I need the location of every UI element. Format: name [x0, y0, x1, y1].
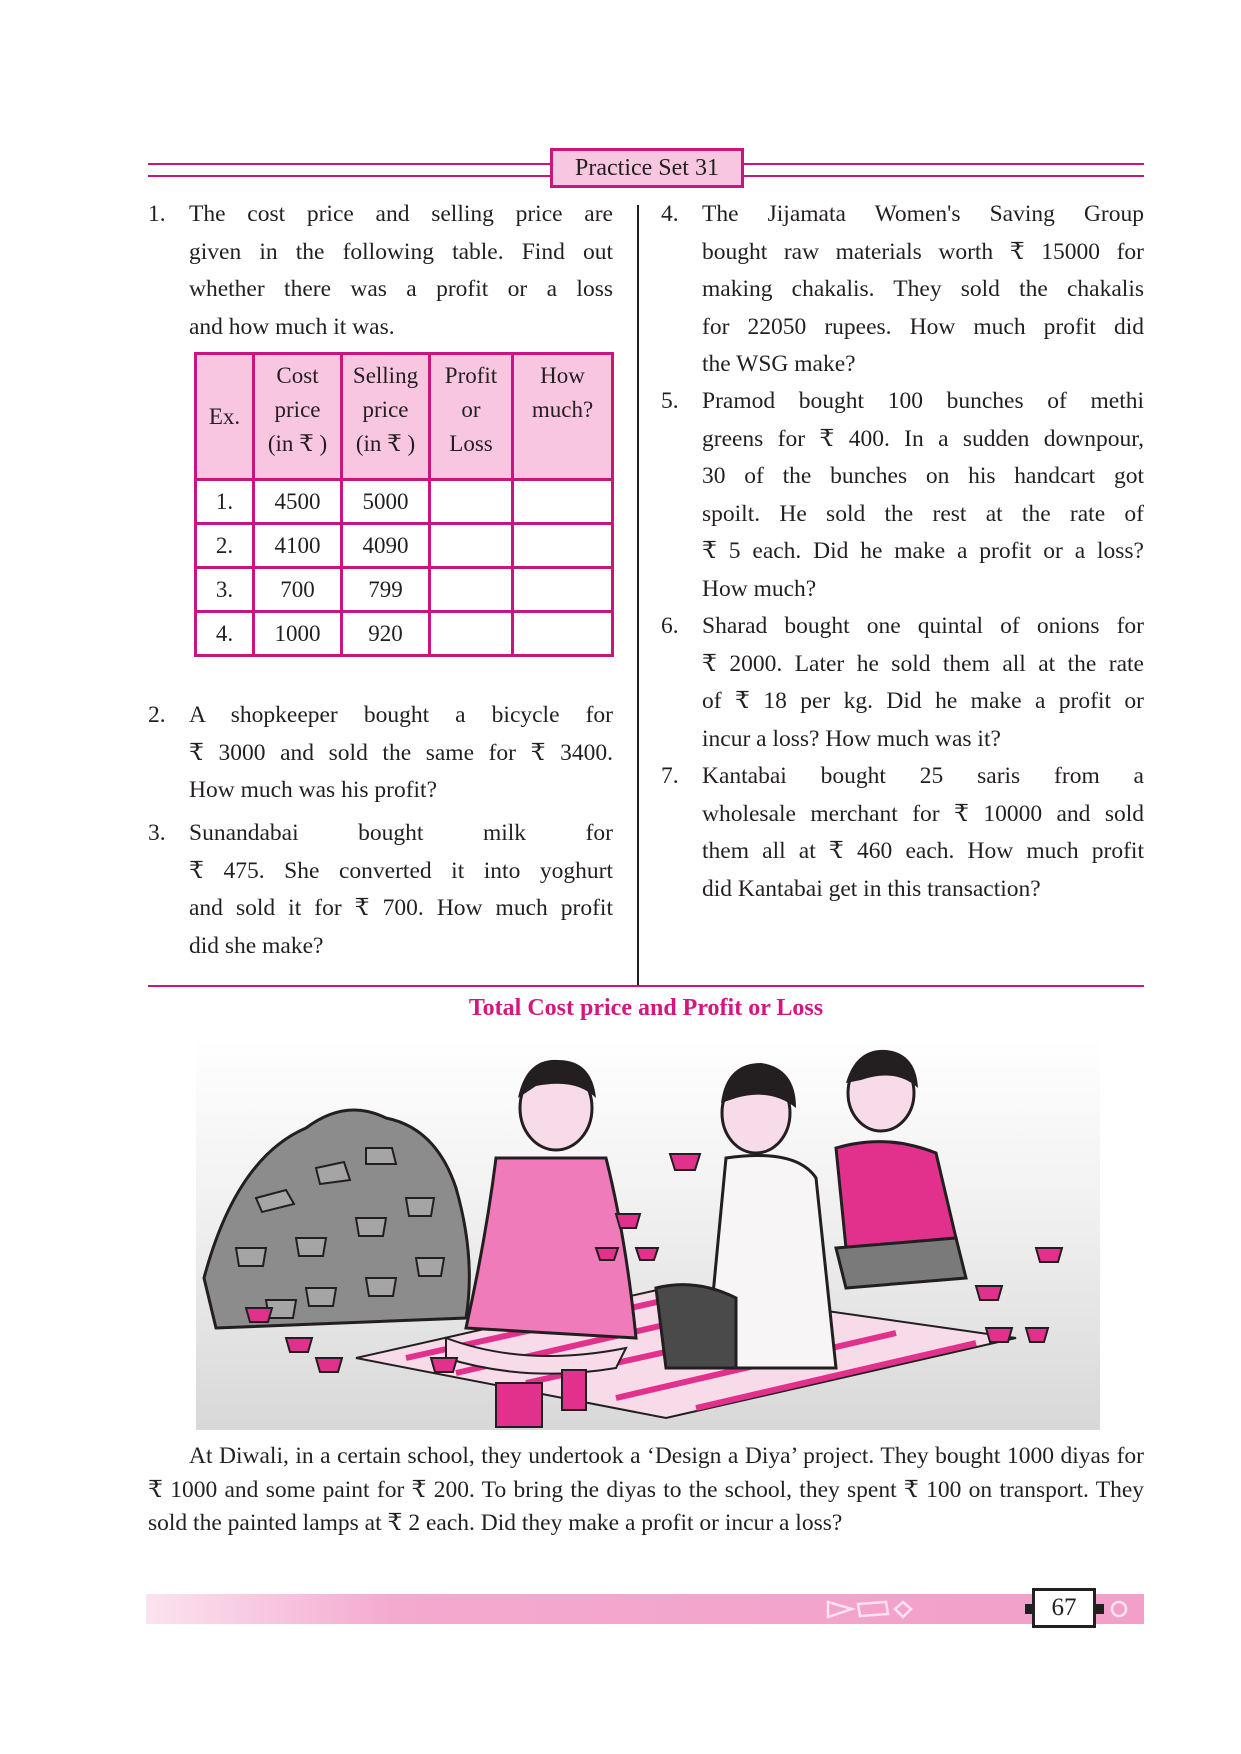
header-how-much: How much?	[513, 354, 613, 480]
cell-profit-loss[interactable]	[430, 524, 513, 568]
table-row	[196, 612, 613, 656]
page-number: 67	[1051, 1594, 1077, 1621]
table-row	[196, 524, 613, 568]
table-row	[196, 568, 613, 612]
question-2	[148, 697, 613, 810]
cell-selling: 799	[342, 568, 430, 612]
cell-cost: 700	[254, 568, 342, 612]
question-line: ₹ 3000 and sold the same for ₹ 3400.	[189, 739, 613, 766]
question-line: How much?	[702, 575, 817, 602]
question-line: 30 of the bunches on his handcart got	[702, 463, 1144, 489]
header-selling-price: Selling price (in ₹ )	[342, 354, 430, 480]
question-number: 2.	[148, 702, 166, 728]
question-line: The cost price and selling price are	[189, 201, 613, 227]
question-line: The Jijamata Women's Saving Group	[702, 201, 1144, 227]
cell-ex: 2.	[196, 524, 254, 568]
children-painting-diyas-image	[196, 1038, 1100, 1430]
question-line: of ₹ 18 per kg. Did he make a profit or	[702, 688, 1144, 714]
question-number: 5.	[661, 388, 679, 414]
cell-how-much[interactable]	[513, 524, 613, 568]
question-line: them all at ₹ 460 each. How much profit	[702, 838, 1144, 864]
question-line: bought raw materials worth ₹ 15000 for	[702, 238, 1144, 265]
question-line: did Kantabai get in this transaction?	[702, 875, 1041, 902]
question-line: Kantabai bought 25 saris from a	[702, 763, 1144, 789]
question-line: making chakalis. They sold the chakalis	[702, 276, 1144, 302]
question-5	[661, 383, 1144, 608]
cell-selling: 4090	[342, 524, 430, 568]
triangle-icon	[828, 1602, 852, 1617]
question-number: 6.	[661, 613, 679, 639]
diamond-icon	[895, 1602, 911, 1617]
section-divider	[148, 985, 1144, 987]
question-7	[661, 758, 1144, 908]
table-header-row	[196, 354, 613, 480]
question-line: and how much it was.	[189, 313, 395, 340]
table-row	[196, 480, 613, 524]
cell-profit-loss[interactable]	[430, 480, 513, 524]
question-line: How much was his profit?	[189, 777, 438, 803]
practice-set-title	[550, 148, 744, 188]
cost-selling-table	[194, 352, 614, 657]
cell-ex: 4.	[196, 612, 254, 656]
page-number-box	[1032, 1588, 1096, 1628]
question-line: ₹ 2000. Later he sold them all at the rate	[702, 650, 1144, 677]
question-line: did she make?	[189, 932, 324, 959]
cell-cost: 4100	[254, 524, 342, 568]
practice-set-title-text: Practice Set 31	[575, 154, 719, 181]
question-line: ₹ 475. She converted it into yoghurt	[189, 857, 613, 884]
rectangle-icon	[858, 1602, 888, 1616]
question-line: for 22050 rupees. How much profit did	[702, 313, 1144, 340]
page-box-connector-right	[1096, 1604, 1104, 1614]
cell-how-much[interactable]	[513, 568, 613, 612]
cell-selling: 5000	[342, 480, 430, 524]
question-line: Sunandabai bought milk for	[189, 820, 613, 846]
footer-decoration	[146, 1594, 1144, 1624]
question-line: and sold it for ₹ 700. How much profit	[189, 895, 613, 921]
cell-ex: 3.	[196, 568, 254, 612]
question-line: incur a loss? How much was it?	[702, 725, 1001, 752]
question-number: 3.	[148, 820, 166, 846]
diya-project-paragraph: At Diwali, in a certain school, they undertook a ‘Design a Diya’ project. They bought 1000 diyas for ₹ 1000 and some paint for ₹ 200. To bring the diyas to the school, they spent ₹ 100 on transport. They sold the painted lamps at ₹ 2 each. Did they make a profit or incur a loss?	[148, 1443, 1144, 1536]
header-ex: Ex.	[196, 354, 254, 480]
column-divider	[637, 205, 639, 987]
footer-band	[146, 1594, 1144, 1624]
question-1	[148, 196, 613, 346]
cell-how-much[interactable]	[513, 612, 613, 656]
question-line: Sharad bought one quintal of onions for	[702, 613, 1144, 639]
diya-painting-illustration	[196, 1038, 1100, 1430]
cell-how-much[interactable]	[513, 480, 613, 524]
cell-cost: 1000	[254, 612, 342, 656]
question-number: 4.	[661, 201, 679, 227]
circle-icon	[1112, 1602, 1126, 1616]
question-line: greens for ₹ 400. In a sudden downpour,	[702, 425, 1144, 452]
question-6	[661, 608, 1144, 758]
cell-profit-loss[interactable]	[430, 612, 513, 656]
section-title: Total Cost price and Profit or Loss	[468, 995, 824, 1021]
question-line: whether there was a profit or a loss	[189, 276, 613, 302]
cell-profit-loss[interactable]	[430, 568, 513, 612]
question-line: spoilt. He sold the rest at the rate of	[702, 500, 1144, 527]
question-4	[661, 196, 1144, 384]
cell-cost: 4500	[254, 480, 342, 524]
question-line: wholesale merchant for ₹ 10000 and sold	[702, 800, 1144, 827]
header-cost-price: Cost price (in ₹ )	[254, 354, 342, 480]
question-number: 1.	[148, 201, 166, 227]
header-profit-loss: Profit or Loss	[430, 354, 513, 480]
question-line: ₹ 5 each. Did he make a profit or a loss?	[702, 538, 1144, 564]
question-line: the WSG make?	[702, 351, 856, 377]
cell-selling: 920	[342, 612, 430, 656]
cell-ex: 1.	[196, 480, 254, 524]
question-line: A shopkeeper bought a bicycle for	[189, 702, 613, 728]
question-number: 7.	[661, 763, 679, 789]
question-line: given in the following table. Find out	[189, 238, 613, 265]
question-3	[148, 815, 613, 965]
question-line: Pramod bought 100 bunches of methi	[702, 388, 1144, 414]
